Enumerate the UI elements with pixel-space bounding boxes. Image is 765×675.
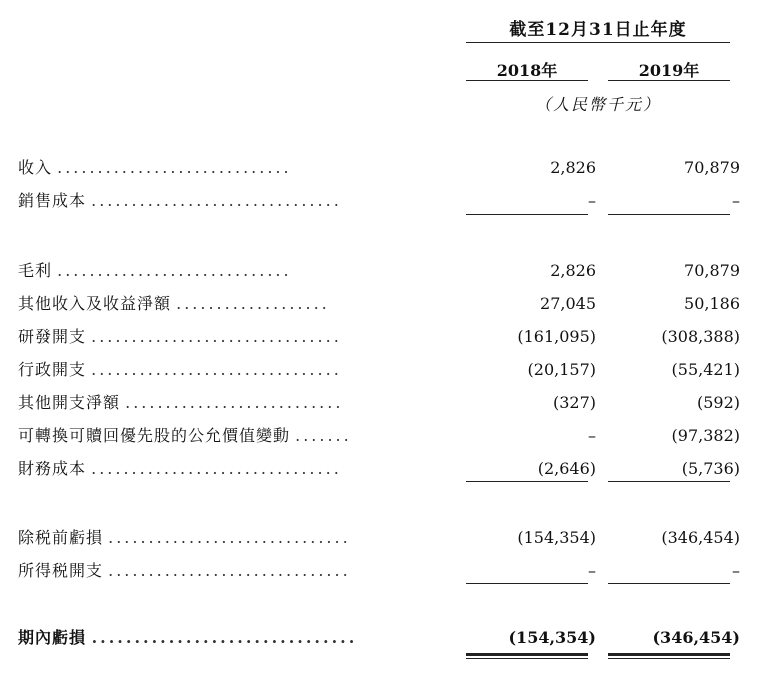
value-2019: (346,454) (652, 628, 740, 647)
value-2018: 2,826 (550, 261, 596, 280)
subtotal-rule-2018 (466, 583, 588, 584)
leader-dots: ....... (295, 426, 352, 445)
currency-unit-label: （人民幣千元） (534, 95, 661, 114)
value-2019: – (732, 191, 740, 210)
period-header-rule (466, 42, 730, 43)
leader-dots: ............................... (91, 191, 342, 210)
year-2019-header: 2019年 (638, 61, 700, 80)
leader-dots: .............................. (108, 561, 351, 580)
row-label: 除税前虧損 (18, 528, 104, 547)
value-2019: (55,421) (671, 360, 740, 379)
value-2018: (2,646) (537, 459, 596, 478)
leader-dots: ............................... (91, 327, 342, 346)
year-2018-rule (466, 80, 588, 81)
subtotal-rule-2019 (608, 214, 730, 215)
subtotal-rule-2019 (608, 583, 730, 584)
value-2019: (97,382) (671, 426, 740, 445)
row-income-tax (0, 559, 765, 583)
subtotal-rule-2018 (466, 214, 588, 215)
row-loss-before-tax (0, 526, 765, 550)
value-2018: (154,354) (517, 528, 596, 547)
row-label: 所得税開支 (18, 561, 104, 580)
leader-dots: ............................... (91, 360, 342, 379)
row-cost-of-sales (0, 189, 765, 213)
value-2019: 50,186 (684, 294, 740, 313)
value-2018: – (588, 561, 596, 580)
row-label: 毛利 (18, 261, 53, 280)
row-other-income (0, 292, 765, 316)
row-label: 研發開支 (18, 327, 87, 346)
row-revenue (0, 156, 765, 180)
value-2018: (327) (552, 393, 596, 412)
row-gross-profit (0, 259, 765, 283)
value-2019: (5,736) (681, 459, 740, 478)
row-finance-costs (0, 457, 765, 481)
value-2019: (346,454) (661, 528, 740, 547)
value-2018: (154,354) (508, 628, 596, 647)
leader-dots: ........................... (125, 393, 344, 412)
row-label: 行政開支 (18, 360, 87, 379)
value-2018: 27,045 (540, 294, 596, 313)
total-double-rule-2019 (608, 653, 730, 659)
value-2018: (20,157) (527, 360, 596, 379)
row-label: 可轉換可贖回優先股的公允價值變動 (18, 426, 291, 445)
leader-dots: ............................. (57, 261, 292, 280)
row-label: 銷售成本 (18, 191, 87, 210)
leader-dots: ............................... (91, 459, 342, 478)
row-label: 其他收入及收益淨額 (18, 294, 172, 313)
value-2019: (592) (696, 393, 740, 412)
year-2018-header: 2018年 (496, 61, 558, 80)
value-2018: – (588, 191, 596, 210)
value-2019: (308,388) (661, 327, 740, 346)
row-label: 其他開支淨額 (18, 393, 121, 412)
value-2018: 2,826 (550, 158, 596, 177)
row-label: 期內虧損 (18, 628, 87, 647)
value-2019: – (732, 561, 740, 580)
row-other-expenses (0, 391, 765, 415)
subtotal-rule-2019 (608, 481, 730, 482)
row-fair-value-change (0, 424, 765, 448)
subtotal-rule-2018 (466, 481, 588, 482)
row-admin-expenses (0, 358, 765, 382)
value-2018: (161,095) (517, 327, 596, 346)
row-rd-expenses (0, 325, 765, 349)
row-label: 收入 (18, 158, 53, 177)
leader-dots: .............................. (108, 528, 351, 547)
year-2019-rule (608, 80, 730, 81)
value-2018: – (588, 426, 596, 445)
leader-dots: ................... (176, 294, 330, 313)
row-loss-for-period (0, 626, 765, 650)
value-2019: 70,879 (684, 158, 740, 177)
leader-dots: ............................. (57, 158, 292, 177)
row-label: 財務成本 (18, 459, 87, 478)
period-header: 截至12月31日止年度 (509, 20, 687, 40)
value-2019: 70,879 (684, 261, 740, 280)
total-double-rule-2018 (466, 653, 588, 659)
leader-dots: ............................... (91, 628, 358, 647)
